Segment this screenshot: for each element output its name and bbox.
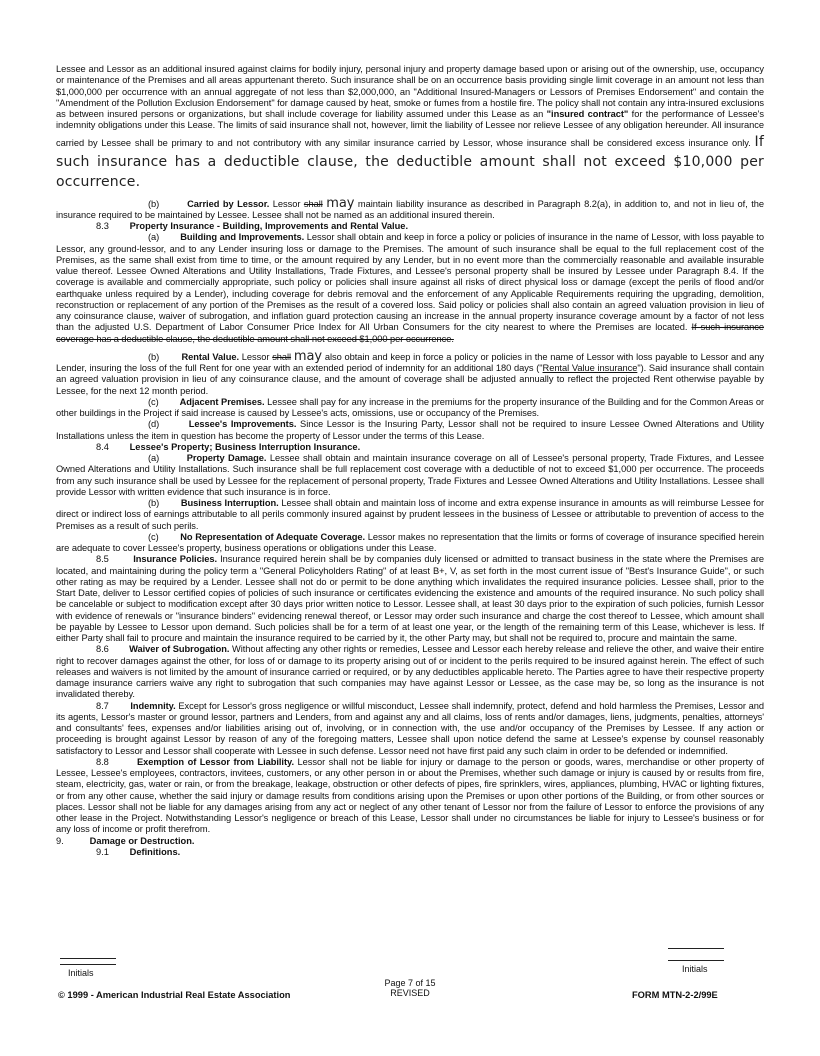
text: Since Lessor is the Insuring Party, Lessor shall not be required to insure Lessee Owned Alterations and Utility Installations unless the item in question has become the property of Lessor under the terms of this Lease. bbox=[56, 419, 764, 441]
paragraph-8-3a bbox=[56, 232, 764, 345]
subsection-label: (d) bbox=[148, 419, 160, 430]
section-title: Indemnity. bbox=[130, 700, 176, 711]
struck-word: shall bbox=[272, 351, 292, 362]
text: for the performance of Lessee's indemnity obligations under this Lease. The limits of said insurance shall not, however, limit the liability of Lessee nor relieve Lessee of any obligation hereunder. All insurance carried by Lessee shall be primary to and not contributory with any similar insurance carried by Lessor, whose insurance shall be considered excess insurance only. bbox=[56, 109, 765, 148]
section-title: Property Insurance - Building, Improvements and Rental Value. bbox=[129, 221, 409, 231]
section-number: 8.3 bbox=[96, 221, 109, 231]
initials-line-left-2 bbox=[60, 964, 116, 965]
paragraph-8-7 bbox=[56, 701, 764, 757]
paragraph-8-8 bbox=[56, 757, 764, 836]
section-8-3-heading bbox=[56, 221, 764, 232]
section-title: Waiver of Subrogation. bbox=[129, 644, 230, 655]
section-title: Insurance Policies. bbox=[133, 554, 218, 565]
subsection-label: (c) bbox=[148, 531, 159, 542]
struck-sentence: If such insurance coverage has a deductible clause, the deductible amount shall not exceed $1,000 per occurrence. bbox=[56, 322, 764, 344]
paragraph-8-2a-continued bbox=[56, 64, 764, 192]
subsection-title: No Representation of Adequate Coverage. bbox=[180, 531, 366, 542]
initials-line-left bbox=[60, 958, 116, 959]
section-9-1-heading bbox=[56, 847, 764, 858]
section-title: Lessee's Property; Business Interruption Insurance. bbox=[129, 441, 361, 452]
initials-line-right bbox=[668, 948, 724, 949]
paragraph-8-4a bbox=[56, 453, 764, 498]
defined-term: Rental Value insurance bbox=[542, 363, 638, 373]
text: Lessee shall obtain and maintain insurance coverage on all of Lessee's personal property, Trade Fixtures, and Lessee Owned Alterations and Utility Installations. Such insurance shall be full replacement cost coverage with a deductible of not to exceed $1,000 per occurrence. The proceeds from any such insurance shall be used by Lessee for the replacement of personal property, Trade Fixtures and Lessee Owned Alterations and Utility Installations. Lessee shall provide Lessor with written evidence that such insurance is in force. bbox=[56, 453, 764, 497]
insured-contract-term: "insured contract" bbox=[546, 109, 629, 119]
subsection-label: (a) bbox=[148, 453, 160, 463]
subsection-title: Lessee's Improvements. bbox=[188, 419, 297, 430]
subsection-title: Rental Value. bbox=[181, 351, 239, 362]
initials-label-right: Initials bbox=[682, 964, 708, 974]
subsection-title: Business Interruption. bbox=[180, 498, 279, 508]
subsection-label: (a) bbox=[148, 232, 160, 243]
text: Lessee shall pay for any increase in the premiums for the property insurance of the Building and for the Common Areas or other buildings in the Project if said increase is caused by Lessee's acts, omissions, use or occupancy of the Premises. bbox=[56, 396, 764, 418]
page-label: Page 7 of 15 bbox=[384, 978, 436, 988]
section-number: 8.7 bbox=[96, 700, 109, 711]
section-number: 9. bbox=[56, 835, 64, 846]
text: Lessor shall obtain and keep in force a policy or policies of insurance in the name of Lessor, with loss payable to Lessor, any ground-lessor, and to any Lender insuring loss or damage to the Premises. The amount of such insurance shall be equal to the full replacement cost of the Premises, as the same shall exist from time to time, or the amount required by any Lender, but in no event more than the commercially reasonable and available insurable value thereof. Lessee Owned Alterations and Utility Installations, Trade Fixtures, and Lessee's personal property shall be insured by Lessee under Paragraph 8.4. If the coverage is available and commercially appropriate, such policy or policies shall insure against all risks of direct physical loss or damage (except the perils of flood and/or earthquake unless required by a Lender), including coverage for debris removal and the enforcement of any Applicable Requirements requiring the upgrading, demolition, reconstruction or replacement of any portion of the Premises as the result of a covered loss. Said policy or policies shall also contain an agreed valuation provision in lieu of any coinsurance clause, waiver of subrogation, and inflation guard protection causing an increase in the annual property insurance coverage amount by a factor of not less than the adjusted U.S. Department of Labor Consumer Price Index for All Urban Consumers for the city nearest to where the Premises are located. bbox=[56, 232, 765, 333]
handwritten-deductible-insertion: If such insurance has a deductible clause, the deductible amount shall not exceed $10,000 per occurrence. bbox=[56, 133, 764, 190]
text: Without affecting any other rights or remedies, Lessee and Lessor each hereby release and relieve the other, and waive their entire right to recover damages against the other, for loss of or damage to its property arising out of or incident to the perils required to be insured against herein. The effect of such releases and waivers is not limited by the amount of insurance carried or required, or by any deductibles applicable hereto. The Parties agree to have their respective property damage insurance carriers waive any right to subrogation that such companies may have against Lessor or Lessee, as the case may be, so long as the insurance is not invalidated thereby. bbox=[56, 644, 764, 700]
paragraph-8-6 bbox=[56, 644, 764, 700]
text: Lessee shall obtain and maintain loss of income and extra expense insurance in amounts as will reimburse Lessee for direct or indirect loss of earnings attributable to all perils commonly insured against by prudent lessees in the business of Lessee or attributable to prevention of access to the Premises as a result of such perils. bbox=[56, 498, 765, 531]
subsection-title: Adjacent Premises. bbox=[179, 396, 265, 407]
subsection-title: Building and Improvements. bbox=[180, 232, 305, 243]
initials-label-left: Initials bbox=[68, 968, 94, 978]
handwritten-may: may bbox=[326, 195, 355, 211]
section-8-4-heading bbox=[56, 442, 764, 453]
section-number: 8.4 bbox=[96, 441, 109, 452]
document-page bbox=[56, 64, 764, 858]
form-number: FORM MTN-2-2/99E bbox=[632, 990, 718, 1000]
paragraph-8-3c bbox=[56, 397, 764, 420]
section-title: Definitions. bbox=[129, 846, 181, 857]
text: Except for Lessor's gross negligence or willful misconduct, Lessee shall indemnify, protect, defend and hold harmless the Premises, Lessor and its agents, Lessor's master or ground lessor, partners and Lenders, from and against any and all claims, loss of rents and/or damages, liens, judgments, penalties, attorneys' and consultants' fees, expenses and/or liabilities arising out of, involving, or in connection with, the use and/or occupancy of the Premises by Lessee. If any action or proceeding is brought against Lessor by reason of any of the foregoing matters, Lessee shall upon notice defend the same at Lessee's expense by counsel reasonably satisfactory to Lessor and Lessor shall cooperate with Lessee in such defense. Lessor need not have first paid any such claim in order to be defended or indemnified. bbox=[56, 700, 764, 756]
text: Lessor bbox=[239, 351, 273, 362]
text: Lessee and Lessor as an additional insured against claims for bodily injury, personal injury and property damage based upon or arising out of the ownership, use, occupancy or maintenance of the Premises and all areas appurtenant thereto. Such insurance shall be on an occurrence basis providing single limit coverage in an amount not less than $1,000,000 per occurrence with an annual aggregate of not less than $2,000,000, an "Additional Insured-Managers or Lessors of Premises Endorsement" and contain the "Amendment of the Pollution Exclusion Endorsement" for damage caused by heat, smoke or fumes from a hostile fire. The policy shall not contain any intra-insured exclusions as between insured persons or organizations, but shall include coverage for liability assumed under this Lease as an bbox=[56, 64, 764, 119]
text: maintain liability insurance as described in Paragraph 8.2(a), in addition to, and not in lieu of, the insurance required to be maintained by Lessee. Lessee shall not be named as an additional insured therein. bbox=[56, 198, 764, 220]
subsection-label: (b) bbox=[148, 351, 160, 362]
paragraph-8-4b bbox=[56, 498, 764, 532]
subsection-label: (b) bbox=[148, 498, 160, 508]
section-title: Damage or Destruction. bbox=[89, 835, 195, 846]
section-number: 8.6 bbox=[96, 644, 109, 655]
subsection-title: Property Damage. bbox=[186, 453, 267, 463]
page-number bbox=[360, 978, 460, 998]
section-number: 8.5 bbox=[96, 554, 109, 565]
text: also obtain and keep in force a policy or policies in the name of Lessor with loss payable to Lessor and any Lender, insuring the loss of the full Rent for one year with an extended period of indemnity for an additional 180 days (" bbox=[56, 351, 765, 373]
paragraph-8-3b bbox=[56, 348, 765, 397]
section-number: 9.1 bbox=[96, 846, 109, 857]
text: Insurance required herein shall be by companies duly licensed or admitted to transact business in the state where the Premises are located, and maintaining during the policy term a "General Policyholders Rating" of at least B+, V, as set forth in the most current issue of "Best's Insurance Guide", or such other rating as may be required by a Lender. Lessee shall not do or permit to be done anything which invalidates the required insurance policies. Lessee shall, prior to the Start Date, deliver to Lessor certified copies of policies of such insurance or certificates evidencing the existence and amounts of the required insurance. No such policy shall be cancelable or subject to modification except after 30 days prior written notice to Lessor. Lessee shall, at least 30 days prior to the expiration of such policies, furnish Lessor with evidence of renewals or "insurance binders" evidencing renewal thereof, or Lessor may order such insurance and charge the cost thereof to Lessee, which amount shall be payable by Lessee to Lessor upon demand. Such policies shall be for a term of at least one year, or the length of the remaining term of this Lease, whichever is less. If either Party shall fail to procure and maintain the insurance required to be carried by it, the other Party may, but shall not be required to, procure and maintain the same. bbox=[56, 554, 765, 643]
section-number: 8.8 bbox=[96, 756, 109, 767]
text: "). Said insurance shall contain an agreed valuation provision in lieu of any coinsurance clause, and the amount of coverage shall be adjusted annually to reflect the projected Rent otherwise payable by Lessee, for the next 12 month period. bbox=[56, 363, 764, 396]
subsection-title: Carried by Lessor. bbox=[187, 198, 270, 209]
text: Lessor makes no representation that the limits or forms of coverage of insurance specified herein are adequate to cover Lessee's property, business operations or obligations under this Lease. bbox=[56, 531, 765, 553]
text: Lessor shall not be liable for injury or damage to the person or goods, wares, merchandise or other property of Lessee, Lessee's employees, contractors, invitees, customers, or any other person in or about the Premises, whether such damage or injury is caused by or results from fire, steam, electricity, gas, water or rain, or from the breakage, leakage, obstruction or other defects of pipes, fire sprinklers, wires, appliances, plumbing, HVAC or lighting fixtures, or from any other cause, whether the said injury or damage results from conditions arising upon the Premises or upon other portions of the Building, or from other sources or places. Lessor shall not be liable for any damages arising from any act or neglect of any other tenant of Lessor nor from the failure of Lessor to enforce the provisions of any other lease in the Project. Notwithstanding Lessor's negligence or breach of this Lease, Lessor shall under no circumstances be liable for injury to Lessee's business or for any loss of income or profit therefrom. bbox=[56, 756, 764, 835]
copyright-notice: © 1999 - American Industrial Real Estate Association bbox=[58, 990, 291, 1000]
text: Lessor bbox=[269, 198, 304, 209]
section-title: Exemption of Lessor from Liability. bbox=[136, 756, 294, 767]
paragraph-8-3d bbox=[56, 419, 764, 442]
revised-label: REVISED bbox=[390, 988, 430, 998]
paragraph-8-2b bbox=[56, 195, 764, 222]
paragraph-8-5 bbox=[56, 554, 764, 644]
initials-line-right-2 bbox=[668, 960, 724, 961]
subsection-label: (c) bbox=[148, 396, 159, 407]
paragraph-8-4c bbox=[56, 532, 764, 555]
subsection-label: (b) bbox=[148, 198, 160, 209]
struck-word: shall bbox=[303, 198, 323, 209]
handwritten-may: may bbox=[293, 348, 323, 364]
section-9-heading bbox=[56, 836, 764, 847]
